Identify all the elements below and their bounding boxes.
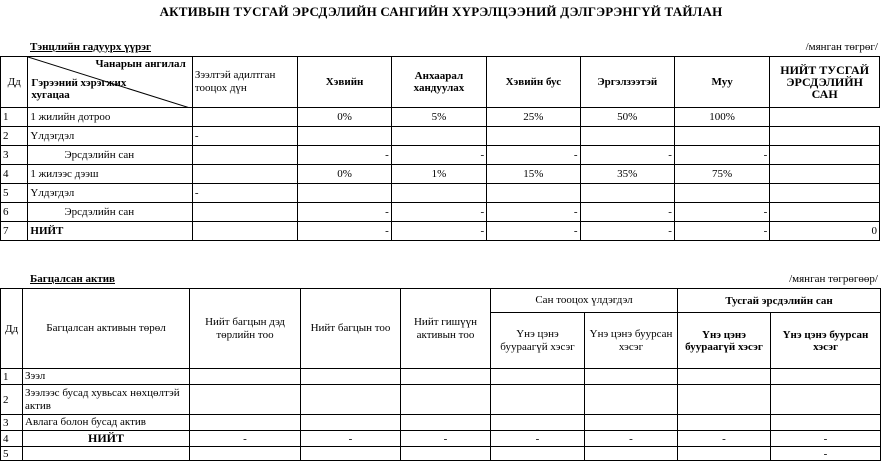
cell	[580, 184, 674, 203]
row-label: Үлдэгдэл	[28, 184, 192, 203]
cell: -	[391, 146, 486, 165]
col2-bal-unimpaired: Үнэ цэнэ буураагүй хэсэг	[491, 313, 585, 369]
col-substandard: Хэвийн бус	[487, 57, 580, 108]
cell	[770, 146, 880, 165]
row-number: 3	[1, 146, 28, 165]
table-row	[1, 108, 880, 127]
cell: -	[771, 447, 881, 461]
cell: -	[674, 222, 769, 241]
cell	[401, 447, 491, 461]
row-number: 2	[1, 385, 23, 415]
row-label: 1 жилээс дээш	[28, 165, 192, 184]
cell	[192, 108, 298, 127]
row-label: 1 жилийн дотроо	[28, 108, 192, 127]
cell	[770, 203, 880, 222]
row-number: 1	[1, 108, 28, 127]
cell	[192, 146, 298, 165]
cell	[301, 447, 401, 461]
cell: -	[487, 222, 580, 241]
cell: -	[491, 431, 585, 447]
cell	[585, 415, 678, 431]
cell	[585, 447, 678, 461]
cell: -	[674, 203, 769, 222]
section1-label: Тэнцлийн гадуурх үүрэг	[30, 41, 151, 53]
off-balance-table	[0, 56, 880, 241]
cell: -	[585, 431, 678, 447]
cell: 25%	[487, 108, 580, 127]
col2-sp-unimpaired: Үнэ цэнэ буураагүй хэсэг	[678, 313, 771, 369]
cell: 0	[770, 222, 880, 241]
cell	[491, 447, 585, 461]
cell	[190, 369, 301, 385]
table-row	[1, 184, 880, 203]
cell	[301, 415, 401, 431]
table-row	[1, 203, 880, 222]
col2-num: Дд	[1, 289, 23, 369]
table-row	[1, 431, 881, 447]
diagonal-header	[28, 57, 192, 108]
cell	[770, 165, 880, 184]
cell	[585, 385, 678, 415]
row-label: Зээлээс бусад хувьсах нөхцөлтэй актив	[23, 385, 190, 415]
section1-unit: /мянган төгрөг/	[805, 41, 878, 53]
cell	[491, 385, 585, 415]
cell: -	[401, 431, 491, 447]
cell: -	[301, 431, 401, 447]
cell	[491, 369, 585, 385]
cell	[678, 385, 771, 415]
cell	[401, 385, 491, 415]
col2-total-count: Нийт багцын дэд төрлийн тоо	[190, 289, 301, 369]
cell: -	[298, 222, 391, 241]
cell: 100%	[674, 108, 769, 127]
cell: -	[298, 146, 391, 165]
row-label	[23, 447, 190, 461]
col-collateral: Зээлтэй адилтган тооцох дүн	[192, 57, 298, 108]
col-total-reserve: НИЙТ ТУСГАЙ ЭРСДЭЛИЙН САН	[770, 57, 880, 108]
col2-bundle-count: Нийт багцын тоо	[301, 289, 401, 369]
col-doubtful: Эргэлзээтэй	[580, 57, 674, 108]
cell	[771, 385, 881, 415]
cell: -	[391, 203, 486, 222]
term-label: Гэрээний хэрэгжих хугацаа	[31, 77, 127, 101]
col2-type: Багцалсан активын төрөл	[23, 289, 190, 369]
bundled-assets-table	[0, 288, 881, 461]
cell	[192, 203, 298, 222]
cell	[487, 184, 580, 203]
cell	[190, 385, 301, 415]
cell	[585, 369, 678, 385]
cell	[190, 415, 301, 431]
cell: -	[580, 146, 674, 165]
group-balance: Сан тооцох үлдэгдэл	[491, 289, 678, 313]
cell: 75%	[674, 165, 769, 184]
cell: 1%	[391, 165, 486, 184]
col-bad: Муу	[674, 57, 769, 108]
cell	[391, 184, 486, 203]
row-number: 4	[1, 431, 23, 447]
table-row	[1, 369, 881, 385]
cell	[487, 127, 580, 146]
col2-sp-impaired: Үнэ цэнэ буурсан хэсэг	[771, 313, 881, 369]
cell	[771, 369, 881, 385]
cell	[678, 447, 771, 461]
row-number: 2	[1, 127, 28, 146]
cell: -	[771, 431, 881, 447]
row-number: 5	[1, 184, 28, 203]
row-label: Үлдэгдэл	[28, 127, 192, 146]
col-normal: Хэвийн	[298, 57, 391, 108]
row-label: Авлага болон бусад актив	[23, 415, 190, 431]
cell: -	[487, 203, 580, 222]
section2-label: Багцалсан актив	[30, 273, 115, 285]
cell	[491, 415, 585, 431]
quality-class-label: Чанарын ангилал	[95, 58, 186, 70]
table-row	[1, 385, 881, 415]
row-label: НИЙТ	[23, 431, 190, 447]
cell: -	[678, 431, 771, 447]
table-row	[1, 222, 880, 241]
cell: 35%	[580, 165, 674, 184]
row-number: 5	[1, 447, 23, 461]
cell	[771, 415, 881, 431]
row-number: 1	[1, 369, 23, 385]
cell: -	[192, 184, 298, 203]
row-number: 4	[1, 165, 28, 184]
cell: -	[580, 203, 674, 222]
col-watch: Анхаарал хандуулах	[391, 57, 486, 108]
row-label: НИЙТ	[28, 222, 192, 241]
cell	[770, 127, 880, 146]
cell	[301, 385, 401, 415]
row-label: Зээл	[23, 369, 190, 385]
table-row	[1, 415, 881, 431]
table-row	[1, 165, 880, 184]
table-row	[1, 447, 881, 461]
cell	[678, 369, 771, 385]
row-label: Эрсдэлийн сан	[28, 146, 192, 165]
row-number: 3	[1, 415, 23, 431]
table-row	[1, 146, 880, 165]
cell: -	[580, 222, 674, 241]
cell: 0%	[298, 108, 391, 127]
cell: -	[487, 146, 580, 165]
cell	[192, 165, 298, 184]
cell	[580, 127, 674, 146]
cell: -	[190, 431, 301, 447]
cell	[391, 127, 486, 146]
cell: -	[391, 222, 486, 241]
cell	[674, 184, 769, 203]
group-special-reserve: Тусгай эрсдэлийн сан	[678, 289, 881, 313]
cell: 5%	[391, 108, 486, 127]
row-number: 6	[1, 203, 28, 222]
cell	[401, 369, 491, 385]
row-number: 7	[1, 222, 28, 241]
cell	[192, 222, 298, 241]
col2-bal-impaired: Үнэ цэнэ буурсан хэсэг	[585, 313, 678, 369]
section2-unit: /мянган төгрөгөөр/	[789, 273, 878, 285]
cell: -	[674, 146, 769, 165]
cell: 0%	[298, 165, 391, 184]
cell	[298, 127, 391, 146]
cell	[401, 415, 491, 431]
table-row	[1, 127, 880, 146]
cell	[301, 369, 401, 385]
report-title: АКТИВЫН ТУСГАЙ ЭРСДЭЛИЙН САНГИЙН ХҮРЭЛЦЭЭНИЙ ДЭЛГЭРЭНГҮЙ ТАЙЛАН	[159, 4, 723, 19]
col2-member-count: Нийт гишүүн активын тоо	[401, 289, 491, 369]
cell: 50%	[580, 108, 674, 127]
cell: 15%	[487, 165, 580, 184]
cell: -	[192, 127, 298, 146]
row-label: Эрсдэлийн сан	[28, 203, 192, 222]
col-num: Дд	[1, 57, 28, 108]
cell	[770, 184, 880, 203]
cell	[678, 415, 771, 431]
cell: -	[298, 203, 391, 222]
cell	[298, 184, 391, 203]
cell	[190, 447, 301, 461]
cell	[674, 127, 769, 146]
